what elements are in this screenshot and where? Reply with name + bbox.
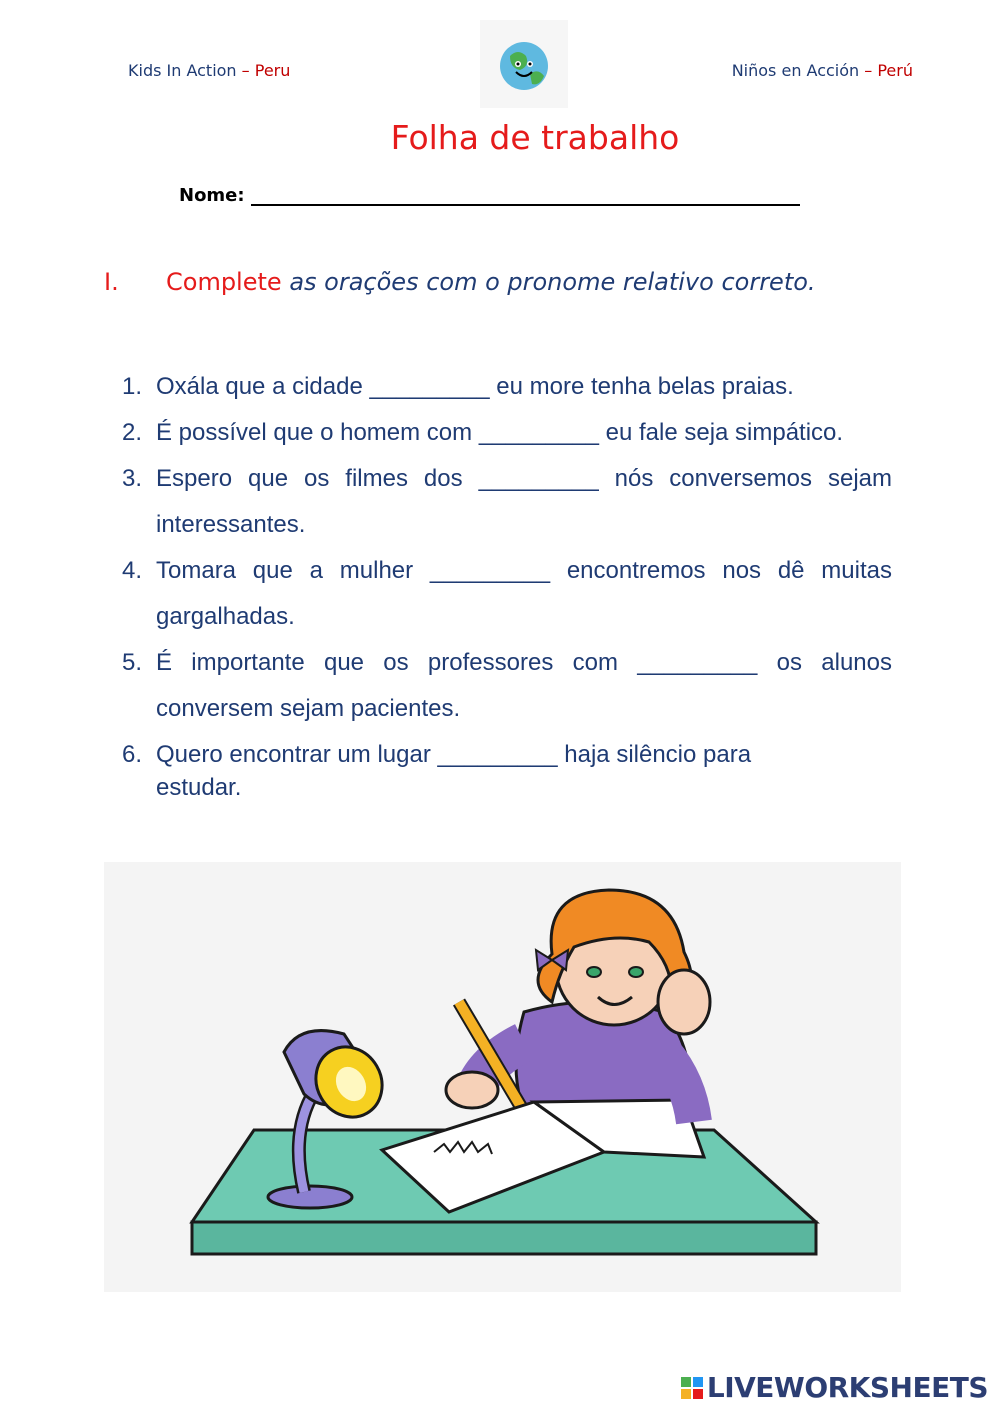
question-text[interactable]: Quero encontrar um lugar _________ haja silêncio para estudar. [156, 741, 752, 801]
name-label: Nome: [179, 185, 245, 206]
header-left [128, 61, 290, 80]
question-text[interactable]: É possível que o homem com _________ eu fale seja simpático. [156, 419, 844, 446]
liveworksheets-brand [681, 1371, 988, 1404]
question-number: 3. [122, 465, 143, 492]
question-text[interactable]: Oxála que a cidade _________ eu more tenha belas praias. [156, 373, 794, 400]
header-right-country: – Perú [864, 61, 913, 80]
liveworksheets-text: LIVEWORKSHEETS [706, 1371, 988, 1404]
header-right-text: Niños en Acción [731, 61, 860, 80]
question-number: 2. [122, 419, 143, 446]
instruction-verb: Complete [166, 268, 282, 296]
section-heading [104, 268, 816, 296]
question-item [122, 456, 892, 548]
question-text[interactable]: Tomara que a mulher _________ encontremos nos dê muitas gargalhadas. [156, 557, 892, 630]
question-item [122, 548, 892, 640]
question-number: 1. [122, 373, 143, 400]
question-text[interactable]: É importante que os professores com _________ os alunos conversem sejam pacientes. [156, 649, 892, 722]
instruction-text: as orações com o pronome relativo correto. [289, 268, 816, 296]
girl-studying-illustration [104, 862, 901, 1292]
name-row [179, 184, 800, 206]
question-item [122, 738, 892, 804]
question-item [122, 364, 892, 410]
page-title: Folha de trabalho [390, 118, 680, 157]
liveworksheets-icon [681, 1377, 703, 1399]
kids-in-action-logo [480, 20, 568, 108]
header-right [732, 61, 913, 80]
question-number: 5. [122, 649, 143, 676]
section-number: I. [104, 268, 119, 296]
question-item [122, 640, 892, 732]
question-item [122, 410, 892, 456]
header-left-text: Kids In Action [128, 61, 237, 80]
question-number: 4. [122, 557, 143, 584]
header-left-country: – Peru [241, 61, 291, 80]
question-list [122, 364, 892, 804]
name-field[interactable] [251, 184, 800, 206]
question-number: 6. [122, 741, 143, 768]
question-text[interactable]: Espero que os filmes dos _________ nós conversemos sejam interessantes. [156, 465, 892, 538]
